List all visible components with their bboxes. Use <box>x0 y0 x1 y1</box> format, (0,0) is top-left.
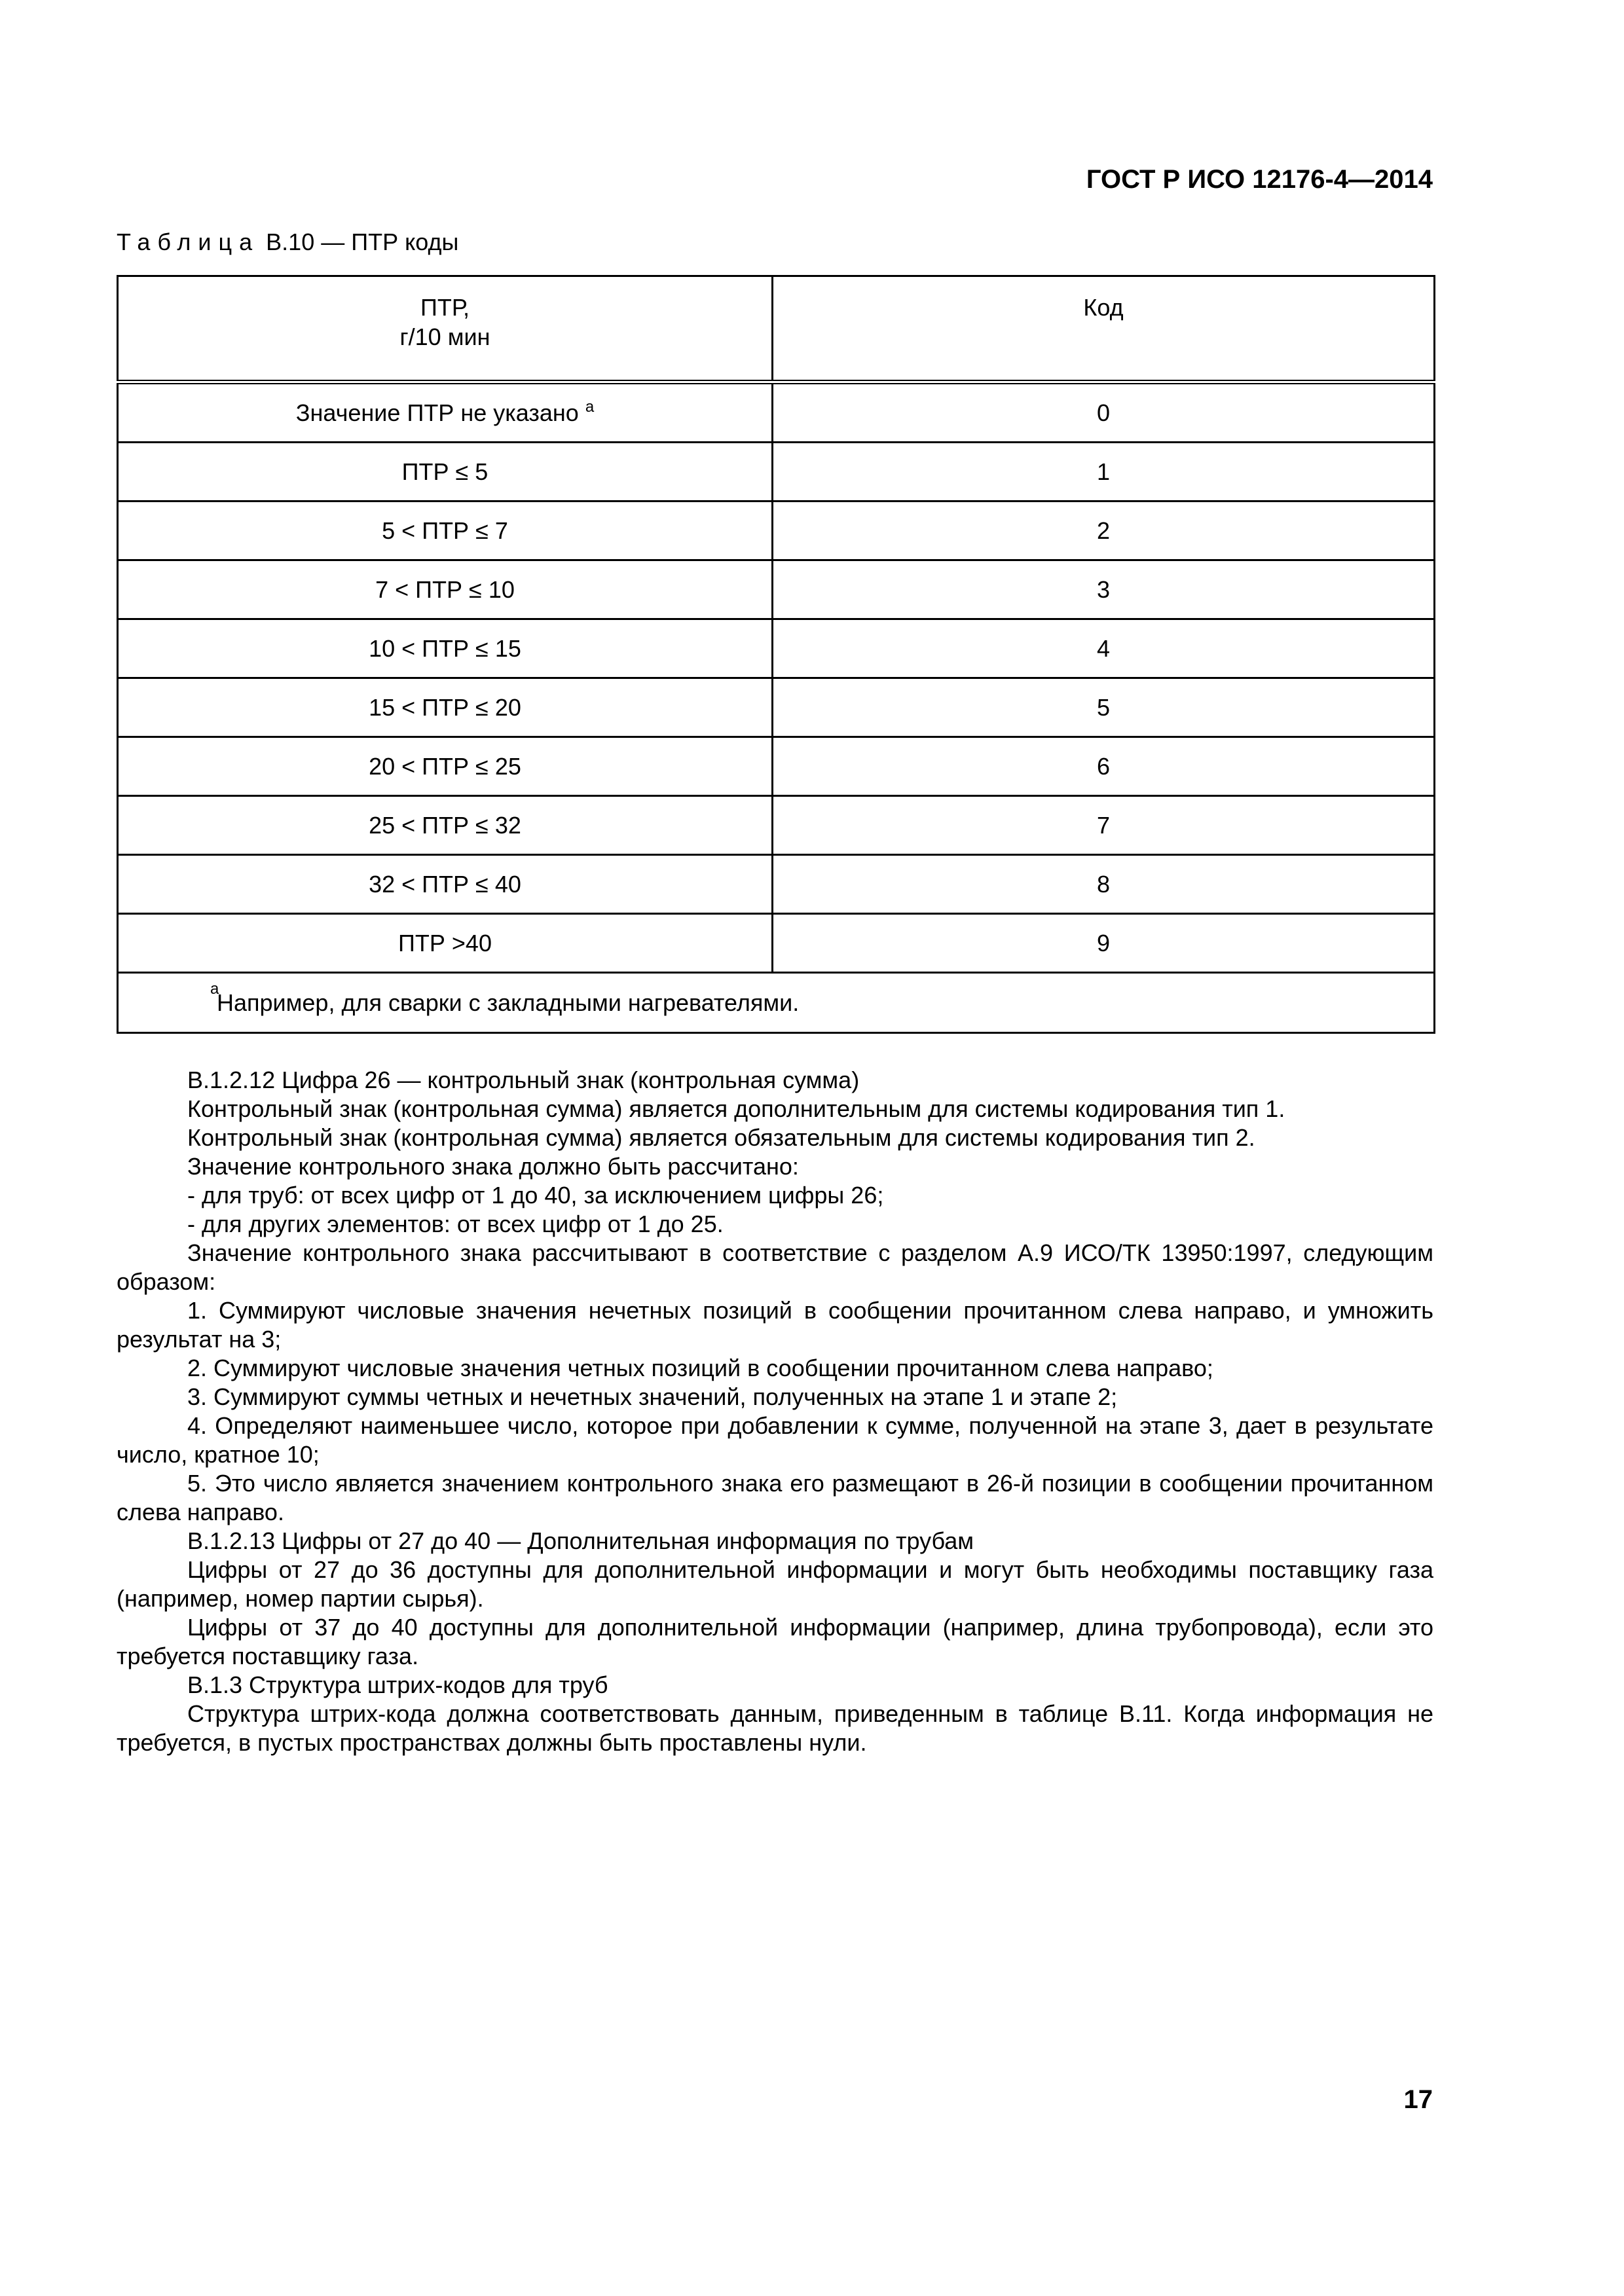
ptr-cell: 32 < ПТР ≤ 40 <box>118 855 773 914</box>
body-text <box>117 1066 1433 1757</box>
paragraph: 3. Суммируют суммы четных и нечетных значений, полученных на этапе 1 и этапе 2; <box>187 1383 1118 1410</box>
table-row <box>118 382 1435 443</box>
paragraph: - для труб: от всех цифр от 1 до 40, за исключением цифры 26; <box>187 1182 884 1209</box>
paragraph: 5. Это число является значением контрольного знака его размещают в 26-й позиции в сообщении прочитанном слева направо. <box>117 1470 1433 1525</box>
ptr-cell: 15 < ПТР ≤ 20 <box>118 678 773 737</box>
code-cell: 1 <box>773 443 1435 501</box>
paragraph: Цифры от 27 до 36 доступны для дополнительной информации и могут быть необходимы поставщику газа (например, номер партии сырья). <box>117 1556 1433 1612</box>
table-row <box>118 737 1435 796</box>
table-row <box>118 796 1435 855</box>
document-header: ГОСТ Р ИСО 12176-4—2014 <box>1086 165 1433 194</box>
table-row <box>118 914 1435 973</box>
ptr-cell: ПТР ≤ 5 <box>118 443 773 501</box>
paragraph: Контрольный знак (контрольная сумма) является дополнительным для системы кодирования тип 1. <box>187 1095 1285 1122</box>
paragraph: B.1.2.12 Цифра 26 — контрольный знак (контрольная сумма) <box>187 1066 860 1093</box>
paragraph: 4. Определяют наименьшее число, которое при добавлении к сумме, полученной на этапе 3, дает в результате число, кратное 10; <box>117 1412 1433 1468</box>
footnote-ref: a <box>585 397 595 416</box>
ptr-cell: ПТР >40 <box>118 914 773 973</box>
ptr-cell: 5 < ПТР ≤ 7 <box>118 501 773 560</box>
paragraph: Значение контрольного знака рассчитывают в соответствие с разделом A.9 ИСО/ТК 13950:1997, следующим образом: <box>117 1239 1433 1295</box>
paragraph: B.1.3 Структура штрих-кодов для труб <box>187 1671 608 1698</box>
table-header-row <box>118 276 1435 382</box>
ptr-cell: 25 < ПТР ≤ 32 <box>118 796 773 855</box>
code-cell: 6 <box>773 737 1435 796</box>
table-caption-word: Таблица <box>117 228 260 255</box>
paragraph: Значение контрольного знака должно быть рассчитано: <box>187 1153 799 1180</box>
ptr-value: Значение ПТР не указано <box>295 399 579 426</box>
code-cell: 9 <box>773 914 1435 973</box>
footnote-mark: a <box>210 980 219 998</box>
code-cell: 7 <box>773 796 1435 855</box>
header-ptr <box>118 276 773 382</box>
code-cell: 3 <box>773 560 1435 619</box>
paragraph: - для других элементов: от всех цифр от 1 до 25. <box>187 1211 724 1237</box>
paragraph: B.1.2.13 Цифры от 27 до 40 — Дополнительная информация по трубам <box>187 1527 974 1554</box>
header-code: Код <box>773 276 1435 382</box>
code-cell: 8 <box>773 855 1435 914</box>
table-row <box>118 501 1435 560</box>
table-row <box>118 678 1435 737</box>
code-cell: 2 <box>773 501 1435 560</box>
header-ptr-line1: ПТР, <box>420 294 470 321</box>
code-cell: 5 <box>773 678 1435 737</box>
footnote-text: Например, для сварки с закладными нагревателями. <box>217 989 800 1016</box>
table-row <box>118 443 1435 501</box>
table-row <box>118 560 1435 619</box>
page-number: 17 <box>1403 2085 1433 2114</box>
ptr-cell: 10 < ПТР ≤ 15 <box>118 619 773 678</box>
table-row <box>118 619 1435 678</box>
table-row <box>118 855 1435 914</box>
ptr-code-table <box>117 275 1435 1034</box>
table-caption-title: B.10 — ПТР коды <box>266 228 459 255</box>
code-cell: 0 <box>773 382 1435 443</box>
ptr-cell: 7 < ПТР ≤ 10 <box>118 560 773 619</box>
table-caption <box>117 228 458 256</box>
paragraph: Цифры от 37 до 40 доступны для дополнительной информации (например, длина трубопровода), если это требуется поставщику газа. <box>117 1614 1433 1669</box>
table-footnote-row <box>118 973 1435 1033</box>
code-cell: 4 <box>773 619 1435 678</box>
table-footnote <box>118 973 1435 1033</box>
paragraph: 2. Суммируют числовые значения четных позиций в сообщении прочитанном слева направо; <box>187 1355 1213 1381</box>
paragraph: 1. Суммируют числовые значения нечетных позиций в сообщении прочитанном слева направо, и умножить результат на 3; <box>117 1297 1433 1353</box>
ptr-cell <box>118 382 773 443</box>
ptr-cell: 20 < ПТР ≤ 25 <box>118 737 773 796</box>
paragraph: Структура штрих-кода должна соответствовать данным, приведенным в таблице B.11. Когда информация не требуется, в пустых пространствах должны быть проставлены нули. <box>117 1700 1433 1756</box>
paragraph: Контрольный знак (контрольная сумма) является обязательным для системы кодирования тип 2. <box>187 1124 1255 1151</box>
header-ptr-line2: г/10 мин <box>399 323 490 350</box>
